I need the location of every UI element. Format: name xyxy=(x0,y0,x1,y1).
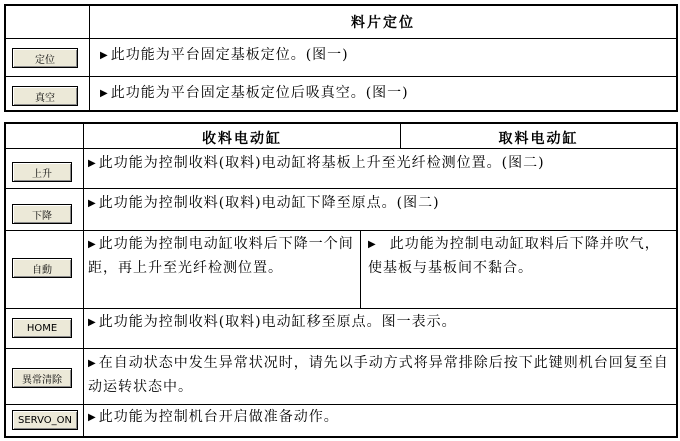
auto-button[interactable]: 自動 xyxy=(12,258,72,278)
bullet-icon: ▶ xyxy=(88,317,96,328)
auto-picking-description xyxy=(368,233,672,279)
bullet-icon: ▶ xyxy=(100,88,108,99)
row-divider xyxy=(6,38,676,39)
bullet-icon: ▶ xyxy=(88,198,96,209)
bullet-icon: ▶ xyxy=(100,50,108,61)
position-description xyxy=(100,44,670,68)
row-divider xyxy=(6,230,676,231)
bullet-icon: ▶ xyxy=(368,239,376,250)
home-description xyxy=(88,311,674,335)
description-text: 此功能为控制机台开启做准备动作。 xyxy=(98,409,339,425)
lower-description xyxy=(88,192,674,216)
description-text: 此功能为控制收料(取料)电动缸下降至原点。(图二) xyxy=(98,195,440,211)
raise-description xyxy=(88,152,674,176)
row-divider xyxy=(6,188,676,189)
header-receiving-cylinder: 收料电动缸 xyxy=(202,131,282,147)
row-divider xyxy=(6,308,676,309)
lower-button[interactable]: 下降 xyxy=(12,204,72,224)
table-electric-cylinders xyxy=(4,122,678,438)
description-text: 此功能为控制电动缸收料后下降一个间距，再上升至光纤检测位置。 xyxy=(88,236,354,276)
row-divider xyxy=(6,404,676,405)
description-text: 此功能为控制收料(取料)电动缸移至原点。图一表示。 xyxy=(98,314,457,330)
table-material-positioning xyxy=(4,4,678,112)
table1-header: 料片定位 xyxy=(351,15,415,31)
description-text: 此功能为平台固定基板定位。(图一) xyxy=(110,47,349,63)
servo-on-description xyxy=(88,406,674,430)
row-divider xyxy=(6,148,676,149)
bullet-icon: ▶ xyxy=(88,239,96,250)
bullet-icon: ▶ xyxy=(88,412,96,423)
home-button[interactable]: HOME xyxy=(12,318,72,338)
bullet-icon: ▶ xyxy=(88,158,96,169)
auto-row-column-divider xyxy=(360,230,361,308)
row-divider xyxy=(6,76,676,77)
vacuum-button[interactable]: 真空 xyxy=(12,86,78,106)
column-divider xyxy=(83,124,84,436)
error-clear-button[interactable]: 異常清除 xyxy=(12,368,72,388)
row-divider xyxy=(6,348,676,349)
bullet-icon: ▶ xyxy=(88,358,96,369)
auto-receiving-description xyxy=(88,233,356,279)
description-text: 此功能为平台固定基板定位后吸真空。(图一) xyxy=(110,85,409,101)
description-text: 在自动状态中发生异常状况时，请先以手动方式将异常排除后按下此键则机台回复至自动运转状态中。 xyxy=(88,355,669,395)
description-text: 此功能为控制收料(取料)电动缸将基板上升至光纤检测位置。(图二) xyxy=(98,155,545,171)
header-picking-cylinder: 取料电动缸 xyxy=(498,131,579,147)
description-text: 此功能为控制电动缸取料后下降并吹气，使基板与基板间不黏合。 xyxy=(368,236,660,276)
vacuum-description xyxy=(100,82,670,106)
raise-button[interactable]: 上升 xyxy=(12,162,72,182)
error-clear-description xyxy=(88,352,674,398)
position-button[interactable]: 定位 xyxy=(12,48,78,68)
servo-on-button[interactable]: SERVO_ON xyxy=(12,410,78,430)
